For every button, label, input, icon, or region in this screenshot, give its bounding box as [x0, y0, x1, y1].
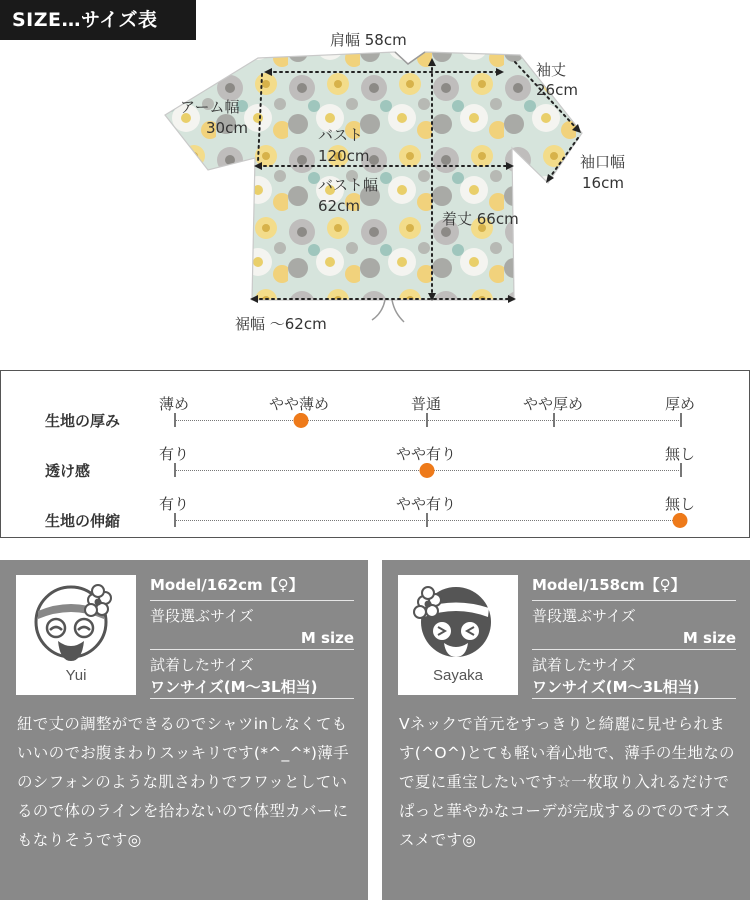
tried-size-row: [150, 650, 354, 699]
scale-option: やや薄め: [268, 395, 330, 413]
size-chart-tag: SIZE…サイズ表: [0, 0, 196, 40]
scale-option: 無し: [664, 495, 696, 513]
scale-tick: [680, 413, 682, 427]
selected-level-marker: [420, 463, 435, 478]
model-card-sayaka: [382, 560, 750, 900]
avatar: [16, 575, 136, 695]
model-title-row: [532, 572, 736, 601]
usual-size-label: 普段選ぶサイズ: [150, 607, 254, 625]
scale-option: 薄め: [158, 395, 190, 413]
scale-option: 無し: [664, 445, 696, 463]
usual-size-value: M size: [300, 629, 354, 647]
bust-name: バスト: [318, 126, 364, 144]
scale-tick: [174, 513, 176, 527]
row-label: 生地の伸縮: [45, 512, 121, 530]
row-label: 生地の厚み: [45, 412, 121, 430]
tried-size-row: [532, 650, 736, 699]
avatar: [398, 575, 518, 695]
scale-tick: [553, 413, 555, 427]
model-info: [150, 572, 354, 699]
model-title: Model/162cm【♀】: [150, 576, 304, 594]
fabric-row-thickness: [1, 379, 750, 431]
scale-line: [174, 420, 681, 421]
scale-option: 厚め: [664, 395, 696, 413]
model-comment: Vネックで首元をすっきりと綺麗に見せられます(^O^)とても軽い着心地で、薄手の生地なので夏に重宝したいです☆一枚取り入れるだけでぱっと華やかなコーデが完成するのでのでオススメです◎: [399, 715, 735, 849]
fabric-row-stretch: [1, 479, 750, 531]
scale-tick: [174, 413, 176, 427]
scale-line: [174, 520, 681, 521]
total-length-label: 着丈 66cm: [442, 210, 519, 228]
model-info: [532, 572, 736, 699]
usual-size-row: [150, 601, 354, 650]
scale-tick: [174, 463, 176, 477]
sleeve-length-name: 袖丈: [536, 61, 567, 79]
model-comment: 紐で丈の調整ができるのでシャツinしなくてもいいのでお腹まわりスッキリです(*^_^*)薄手のシフォンのような肌さわりでフワッとしているので体のラインを拾わないので体型カバーにもなりそうです◎: [17, 715, 349, 849]
usual-size-value: M size: [682, 629, 736, 647]
bust-width-name: バスト幅: [318, 176, 379, 194]
scale-option: やや有り: [395, 445, 457, 463]
fabric-properties-panel: [0, 370, 750, 538]
cuff-width-value: 16cm: [582, 174, 624, 192]
drawstring: [372, 300, 404, 322]
usual-size-label: 普段選ぶサイズ: [532, 607, 636, 625]
scale-option: 有り: [158, 445, 190, 463]
tried-size-label: 試着したサイズ: [150, 656, 254, 674]
scale-option: 有り: [158, 495, 190, 513]
scale-option: やや厚め: [522, 395, 584, 413]
model-title-row: [150, 572, 354, 601]
arm-width-name: アーム幅: [180, 98, 240, 116]
model-card-yui: [0, 560, 368, 900]
fabric-row-transparency: [1, 429, 750, 481]
selected-level-marker: [293, 413, 308, 428]
bust-value: 120cm: [318, 147, 370, 165]
cuff-width-name: 袖口幅: [580, 153, 626, 171]
bust-width-value: 62cm: [318, 197, 360, 215]
row-label: 透け感: [45, 462, 91, 480]
selected-level-marker: [673, 513, 688, 528]
scale-tick: [426, 413, 428, 427]
scale-option: やや有り: [395, 495, 457, 513]
usual-size-row: [532, 601, 736, 650]
model-title: Model/158cm【♀】: [532, 576, 686, 594]
arm-width-value: 30cm: [206, 119, 248, 137]
tried-size-value: ワンサイズ(M～3L相当): [532, 678, 700, 696]
model-name: Yui: [65, 667, 87, 684]
shoulder-width-label: 肩幅 58cm: [330, 31, 407, 49]
tried-size-label: 試着したサイズ: [532, 656, 636, 674]
scale-tick: [426, 513, 428, 527]
hem-width-label: 裾幅 ～62cm: [235, 315, 327, 333]
tried-size-value: ワンサイズ(M～3L相当): [150, 678, 318, 696]
scale-tick: [680, 463, 682, 477]
garment-size-diagram: [0, 0, 750, 360]
scale-option: 普通: [410, 395, 442, 413]
model-name: Sayaka: [432, 667, 484, 684]
sleeve-length-value: 26cm: [536, 81, 578, 99]
